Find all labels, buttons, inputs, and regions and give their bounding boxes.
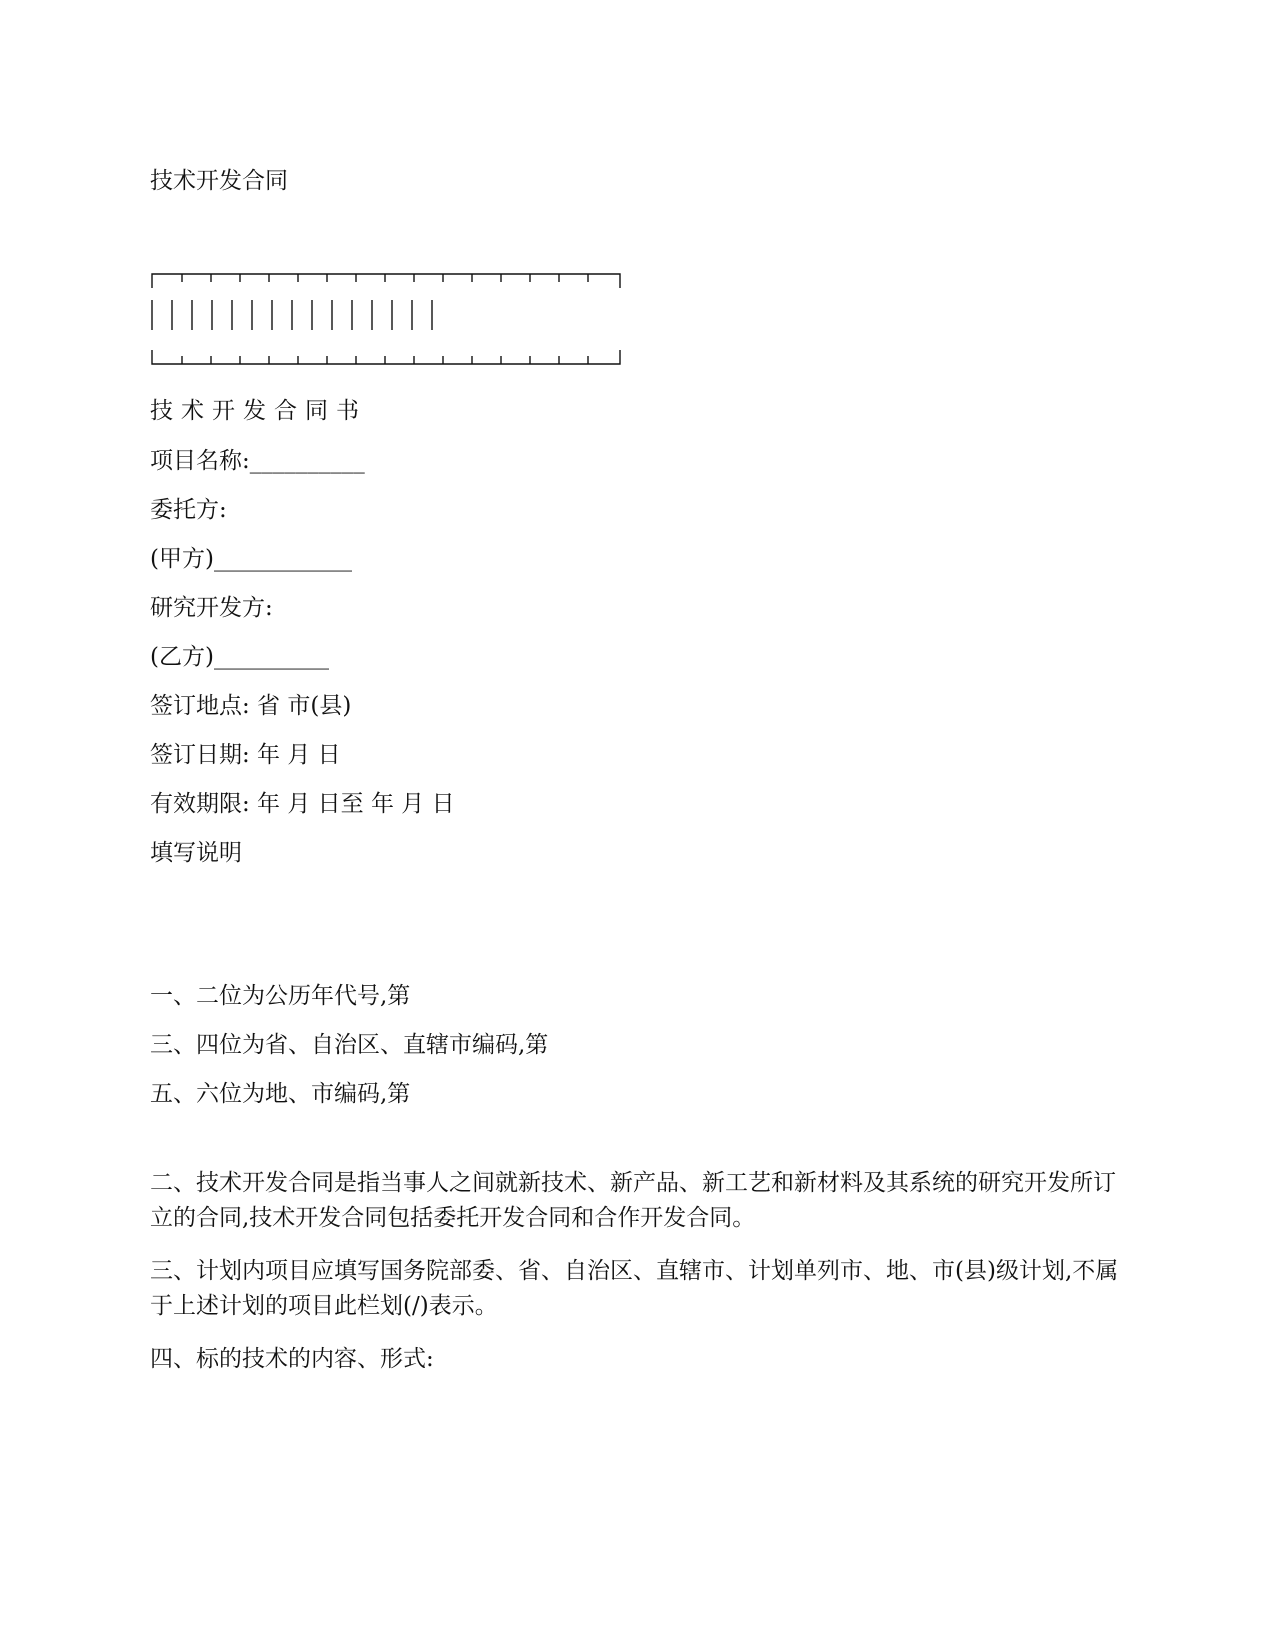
instructions-title: 填写说明 <box>150 840 242 866</box>
code-note-2: 三、四位为省、自治区、直辖市编码,第 <box>150 1032 549 1058</box>
validity-period-field: 有效期限: 年 月 日至 年 月 日 <box>150 791 455 817</box>
paragraph-plan-project: 三、计划内项目应填写国务院部委、省、自治区、直辖市、计划单列市、地、市(县)级计划,不属于上述计划的项目此栏划(/)表示。 <box>150 1258 1119 1319</box>
contract-heading: 技术开发合同书 <box>150 398 367 424</box>
signing-place-field: 签订地点: 省 市(县) <box>150 693 352 719</box>
document-title: 技术开发合同 <box>150 168 288 194</box>
code-note-3: 五、六位为地、市编码,第 <box>150 1081 411 1107</box>
registration-number-grid <box>150 268 622 380</box>
party-b-field: (乙方)__________ <box>150 644 329 670</box>
signing-date-field: 签订日期: 年 月 日 <box>150 742 341 768</box>
registration-box-top-border <box>152 274 620 288</box>
client-label: 委托方: <box>150 497 227 523</box>
paragraph-contract-definition: 二、技术开发合同是指当事人之间就新技术、新产品、新工艺和新材料及其系统的研究开发所订立的合同,技术开发合同包括委托开发合同和合作开发合同。 <box>150 1170 1116 1231</box>
code-note-1: 一、二位为公历年代号,第 <box>150 983 411 1009</box>
developer-label: 研究开发方: <box>150 595 273 621</box>
party-a-field: (甲方)____________ <box>150 546 352 572</box>
registration-box-bottom-border <box>152 350 620 364</box>
project-name-field: 项目名称:__________ <box>150 448 365 474</box>
registration-number-box <box>150 268 622 380</box>
paragraph-technical-content: 四、标的技术的内容、形式: <box>150 1346 434 1372</box>
